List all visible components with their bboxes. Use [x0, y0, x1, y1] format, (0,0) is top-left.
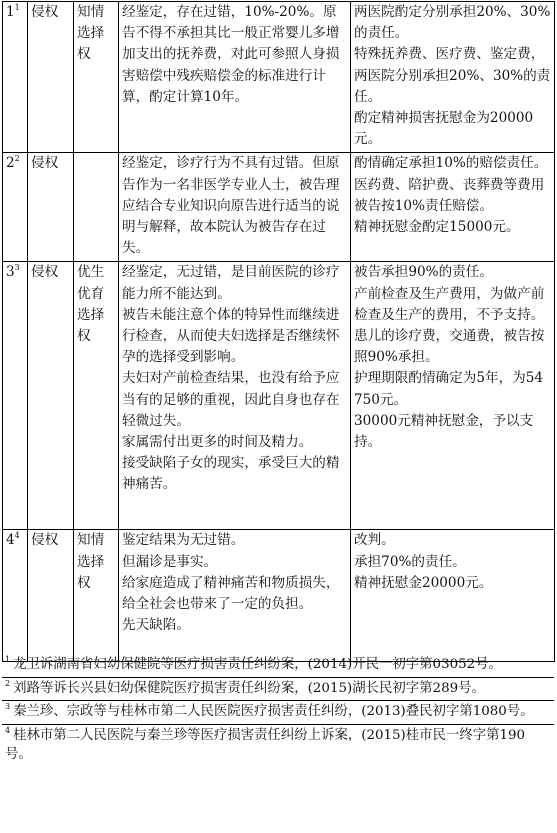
reason-cell [119, 153, 351, 262]
table-row [3, 262, 555, 530]
reason-paragraph: 经鉴定，无过错，是目前医院的诊疗能力所不能达到。 [122, 264, 340, 302]
reason-cell [119, 262, 351, 530]
right-cell: 优生优育选择权 [74, 262, 119, 530]
reason-paragraph: 夫妇对产前检查结果，也没有给予应当有的足够的重视，因此自身也存在轻微过失。 [122, 370, 340, 429]
reason-paragraph: 被告未能注意个体的特异性而继续进行检查，从而使夫妇选择是否继续怀孕的选择受到影响。 [122, 306, 340, 366]
result-paragraph: 改判。 [354, 532, 395, 549]
case-number-value: 2 [6, 155, 15, 172]
result-paragraph: 酌定精神损害抚慰金为20000元。 [354, 110, 534, 148]
reason-paragraph: 接受缺陷子女的现实，承受巨大的精神痛苦。 [122, 455, 340, 493]
case-number-cell [3, 262, 28, 530]
reason-paragraph: 经鉴定，诊疗行为不具有过错。但原告作为一名非医学专业人士，被告理应结合专业知识向原告进行适当的说明与解释，故本院认为被告存在过失。 [122, 155, 340, 257]
case-number-cell [3, 153, 28, 262]
case-table [2, 1, 555, 662]
result-cell [351, 530, 555, 662]
footnote-marker: 2 [14, 154, 20, 164]
reason-cell [119, 530, 351, 662]
footnote-marker: 3 [14, 263, 20, 273]
result-paragraph: 精神抚慰金20000元。 [354, 574, 493, 591]
reason-paragraph: 给家庭造成了精神痛苦和物质损失，给全社会也带来了一定的负担。 [122, 574, 340, 613]
footnote-text: 桂林市第二人民医院与秦兰珍等医疗损害责任纠纷上诉案，(2015)桂市民一终字第190号。 [5, 727, 526, 763]
result-paragraph: 酌情确定承担10%的赔偿责任。 [354, 155, 548, 172]
footnotes [2, 654, 554, 767]
table-row [3, 153, 555, 262]
footnote-text: 龙卫诉湖南省妇幼保健院等医疗损害责任纠纷案，(2014)开民一初字第03052号。 [13, 657, 502, 672]
case-number-cell [3, 530, 28, 662]
footnote [2, 678, 554, 702]
case-number-value: 1 [6, 4, 15, 20]
footnote-marker: 2 [5, 678, 11, 688]
result-paragraph: 30000元精神抚慰金，予以支持。 [354, 412, 534, 451]
reason-cell [119, 2, 351, 153]
footnote-marker: 3 [5, 702, 11, 712]
result-paragraph: 特殊抚养费、医疗费、鉴定费，两医院分别承担20%、30%的责任。 [354, 46, 551, 105]
case-number [6, 155, 20, 171]
footnote [2, 654, 554, 678]
reason-paragraph: 经鉴定，存在过错，10%-20%。原告不得不承担其比一般正常婴儿多增加支出的抚养费，对此可参照人身损害赔偿中残疾赔偿金的标准进行计算，酌定计算10年。 [122, 4, 340, 105]
table-row [3, 530, 555, 662]
right-cell: 知情选择权 [74, 530, 119, 662]
result-paragraph: 承担70%的责任。 [354, 553, 466, 570]
result-paragraph: 被告承担90%的责任。 [354, 264, 493, 281]
footnote [2, 725, 554, 767]
right-cell [74, 153, 119, 262]
case-type-cell: 侵权 [28, 530, 74, 662]
result-paragraph: 精神抚慰金酌定15000元。 [354, 219, 520, 236]
case-number-cell [3, 2, 28, 153]
result-paragraph: 护理期限酌情确定为5年，为54750元。 [354, 370, 544, 408]
footnote-marker: 1 [5, 655, 11, 664]
reason-paragraph: 家属需付出更多的时间及精力。 [122, 434, 313, 451]
reason-paragraph: 先天缺陷。 [122, 617, 190, 634]
case-number-value: 4 [6, 532, 15, 549]
result-paragraph: 医药费、陪护费、丧葬费等费用被告按10%责任赔偿。 [354, 176, 545, 214]
case-number-value: 3 [6, 264, 15, 281]
result-cell [351, 262, 555, 530]
footnote [2, 701, 554, 725]
footnote-text: 秦兰珍、宗政等与桂林市第二人民医院医疗损害责任纠纷，(2013)叠民初字第1080号。 [13, 704, 534, 720]
case-number [6, 4, 20, 20]
case-type-cell: 侵权 [28, 153, 74, 262]
reason-paragraph: 但漏诊是事实。 [122, 553, 218, 570]
reason-paragraph: 鉴定结果为无过错。 [122, 532, 245, 549]
result-cell [351, 2, 555, 153]
result-paragraph: 产前检查及生产费用，为做产前检查及生产的费用，不予支持。 [354, 285, 545, 323]
footnote-marker: 1 [14, 3, 20, 12]
table-row [3, 2, 555, 153]
case-table-body [3, 2, 555, 662]
case-type-cell: 侵权 [28, 2, 74, 153]
result-paragraph: 患儿的诊疗费，交通费，被告按照90%承担。 [354, 328, 545, 366]
result-paragraph: 两医院酌定分别承担20%、30%的责任。 [354, 4, 551, 42]
footnote-marker: 4 [5, 725, 11, 735]
right-cell: 知情选择权 [74, 2, 119, 153]
case-number [6, 532, 20, 548]
footnote-marker: 4 [14, 531, 20, 541]
result-cell [351, 153, 555, 262]
case-type-cell: 侵权 [28, 262, 74, 530]
footnote-text: 刘路等诉长兴县妇幼保健院医疗损害责任纠纷案，(2015)湖长民初字第289号。 [13, 680, 485, 696]
case-number [6, 264, 20, 280]
